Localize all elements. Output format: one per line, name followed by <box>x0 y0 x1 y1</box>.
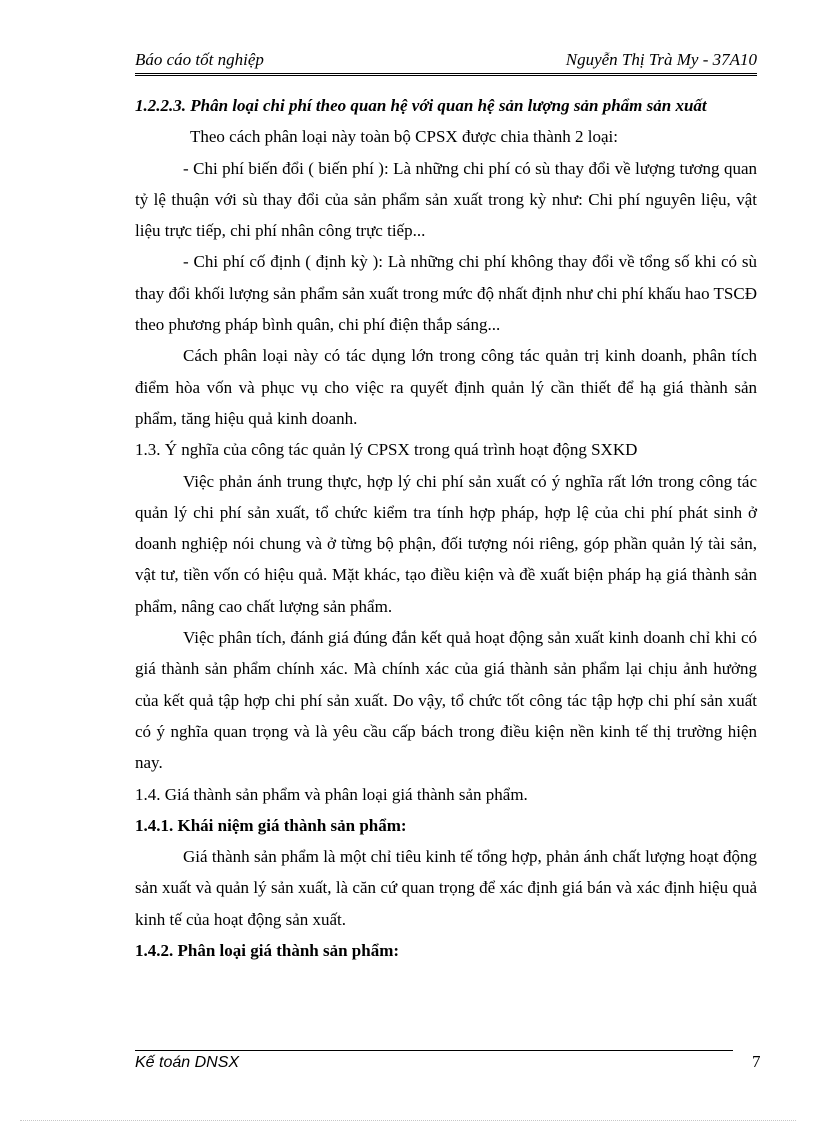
section-heading-1-2-2-3: 1.2.2.3. Phân loại chi phí theo quan hệ với quan hệ sản lượng sản phẩm sản xuất <box>135 96 707 115</box>
footer-divider <box>135 1050 733 1051</box>
header-author: Nguyễn Thị Trà My - 37A10 <box>565 50 757 69</box>
paragraph-analysis: Việc phân tích, đánh giá đúng đắn kết quả hoạt động sản xuất kinh doanh chỉ khi có giá thành sản phẩm chính xác. Mà chính xác của giá thành sản phẩm lại chịu ảnh hưởng của kết quả tập hợp chi phí sản xuất. Do vậy, tổ chức tốt công tác tập hợp chi phí sản xuất có ý nghĩa quan trọng và là yêu cầu cấp bách trong điều kiện nền kinh tế thị trường hiện nay. <box>135 628 757 773</box>
section-heading-1-4-1: 1.4.1. Khái niệm giá thành sản phẩm: <box>135 815 407 835</box>
section-heading-1-3: 1.3. Ý nghĩa của công tác quản lý CPSX trong quá trình hoạt động SXKD <box>135 440 638 460</box>
paragraph-cost-concept: Giá thành sản phẩm là một chỉ tiêu kinh tế tổng hợp, phản ánh chất lượng hoạt động sản xuất và quản lý sản xuất, là căn cứ quan trọng để xác định giá bán và xác định hiệu quả kinh tế của hoạt động sản xuất. <box>135 847 757 929</box>
paragraph-classification-effect: Cách phân loại này có tác dụng lớn trong công tác quản trị kinh doanh, phân tích điểm hòa vốn và phục vụ cho việc ra quyết định quản lý cần thiết để hạ giá thành sản phẩm, tăng hiệu quả kinh doanh. <box>135 346 757 428</box>
page-number: 7 <box>752 1052 761 1071</box>
page-edge-divider <box>20 1120 796 1121</box>
page-header <box>135 47 757 76</box>
paragraph-variable-cost: - Chi phí biến đổi ( biến phí ): Là những chi phí có sù thay đổi về lượng tương quan tỷ lệ thuận với sù thay đổi của sản phẩm sản xuất trong kỳ như: Chi phí nguyên liệu, vật liệu trực tiếp, chi phí nhân công trực tiếp... <box>135 158 757 241</box>
paragraph-significance: Việc phản ánh trung thực, hợp lý chi phí sản xuất có ý nghĩa rất lớn trong công tác quản lý chi phí sản xuất, tổ chức kiểm tra tính hợp pháp, hợp lệ của chi phí phát sinh ở doanh nghiệp nói chung và ở từng bộ phận, đối tượng nói riêng, góp phần quản lý tài sản, vật tư, tiền vốn có hiệu quả. Mặt khác, tạo điều kiện và đề xuất biện pháp hạ giá thành sản phẩm, nâng cao chất lượng sản phẩm. <box>135 471 757 616</box>
footer-subject: Kế toán DNSX <box>135 1054 240 1071</box>
paragraph-fixed-cost: - Chi phí cố định ( định kỳ ): Là những chi phí không thay đổi về tổng số khi có sù thay đổi khối lượng sản phẩm sản xuất trong mức độ nhất định như chi phí khấu hao TSCĐ theo phương pháp bình quân, chi phí điện thắp sáng... <box>135 252 757 335</box>
paragraph-intro: Theo cách phân loại này toàn bộ CPSX được chia thành 2 loại: <box>190 127 618 147</box>
document-body <box>135 90 757 966</box>
section-heading-1-4: 1.4. Giá thành sản phẩm và phân loại giá thành sản phẩm. <box>135 784 528 804</box>
section-heading-1-4-2: 1.4.2. Phân loại giá thành sản phẩm: <box>135 941 400 961</box>
header-report-title: Báo cáo tốt nghiệp <box>135 50 264 69</box>
